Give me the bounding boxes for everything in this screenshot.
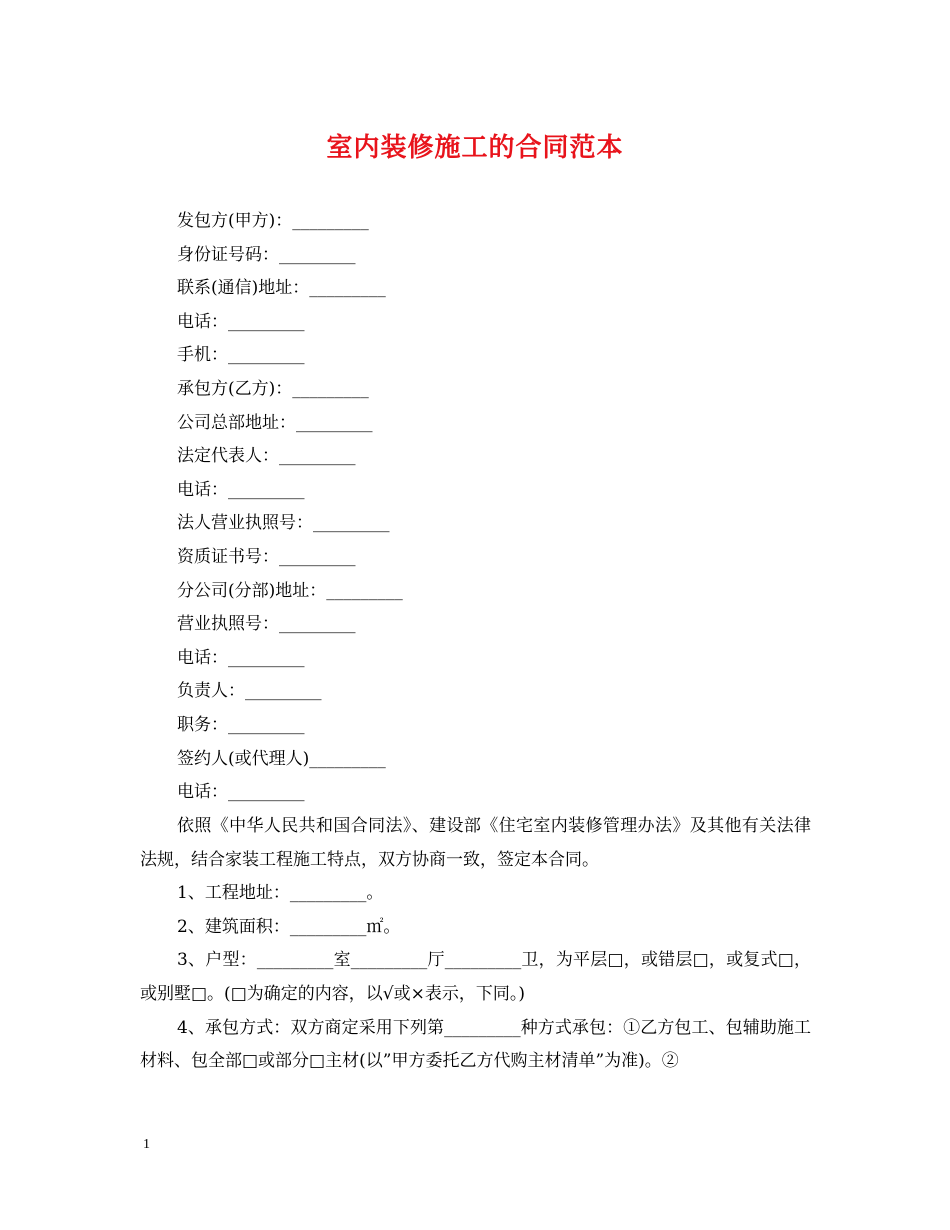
field-line: 法定代表人：_________ [177,446,356,467]
clause-project-address: 1、工程地址：_________。 [177,883,384,904]
field-line: 联系(通信)地址：_________ [177,278,386,299]
field-line: 电话：_________ [177,311,305,332]
field-line: 身份证号码：_________ [177,244,356,265]
field-line: 资质证书号：_________ [177,546,356,567]
party-info-fields [177,205,817,810]
field-line: 职务：_________ [177,714,305,735]
field-line: 签约人(或代理人)_________ [177,748,386,769]
field-line: 营业执照号：_________ [177,614,356,635]
field-line: 法人营业执照号：_________ [177,513,390,534]
field-line: 手机：_________ [177,345,305,366]
field-line: 公司总部地址：_________ [177,412,373,433]
contract-body [140,810,811,1079]
field-line: 分公司(分部)地址：_________ [177,580,403,601]
preamble-paragraph: 依照《中华人民共和国合同法》、建设部《住宅室内装修管理办法》及其他有关法律法规，结合家装工程施工特点，双方协商一致，签定本合同。 [140,816,811,870]
field-line: 负责人：_________ [177,681,322,702]
field-line: 承包方(乙方)：_________ [177,378,369,399]
clause-contract-method: 4、承包方式：双方商定采用下列第_________种方式承包：①乙方包工、包辅助施工材料、包全部□或部分□主材(以”甲方委托乙方代购主材清单”为准)。② [140,1017,811,1072]
clause-unit-type: 3、户型：_________室_________厅_________卫，为平层□，或错层□，或复式□，或别墅□。(□为确定的内容，以√或×表示，下同。) [140,950,811,1004]
clause-building-area: 2、建筑面积：_________㎡。 [177,916,401,937]
document-title: 室内装修施工的合同范本 [326,133,624,163]
page-number: 1 [143,1137,150,1152]
field-line: 电话：_________ [177,479,305,500]
field-line: 发包方(甲方)：_________ [177,211,369,231]
field-line: 电话：_________ [177,647,305,668]
field-line: 电话：_________ [177,782,305,803]
